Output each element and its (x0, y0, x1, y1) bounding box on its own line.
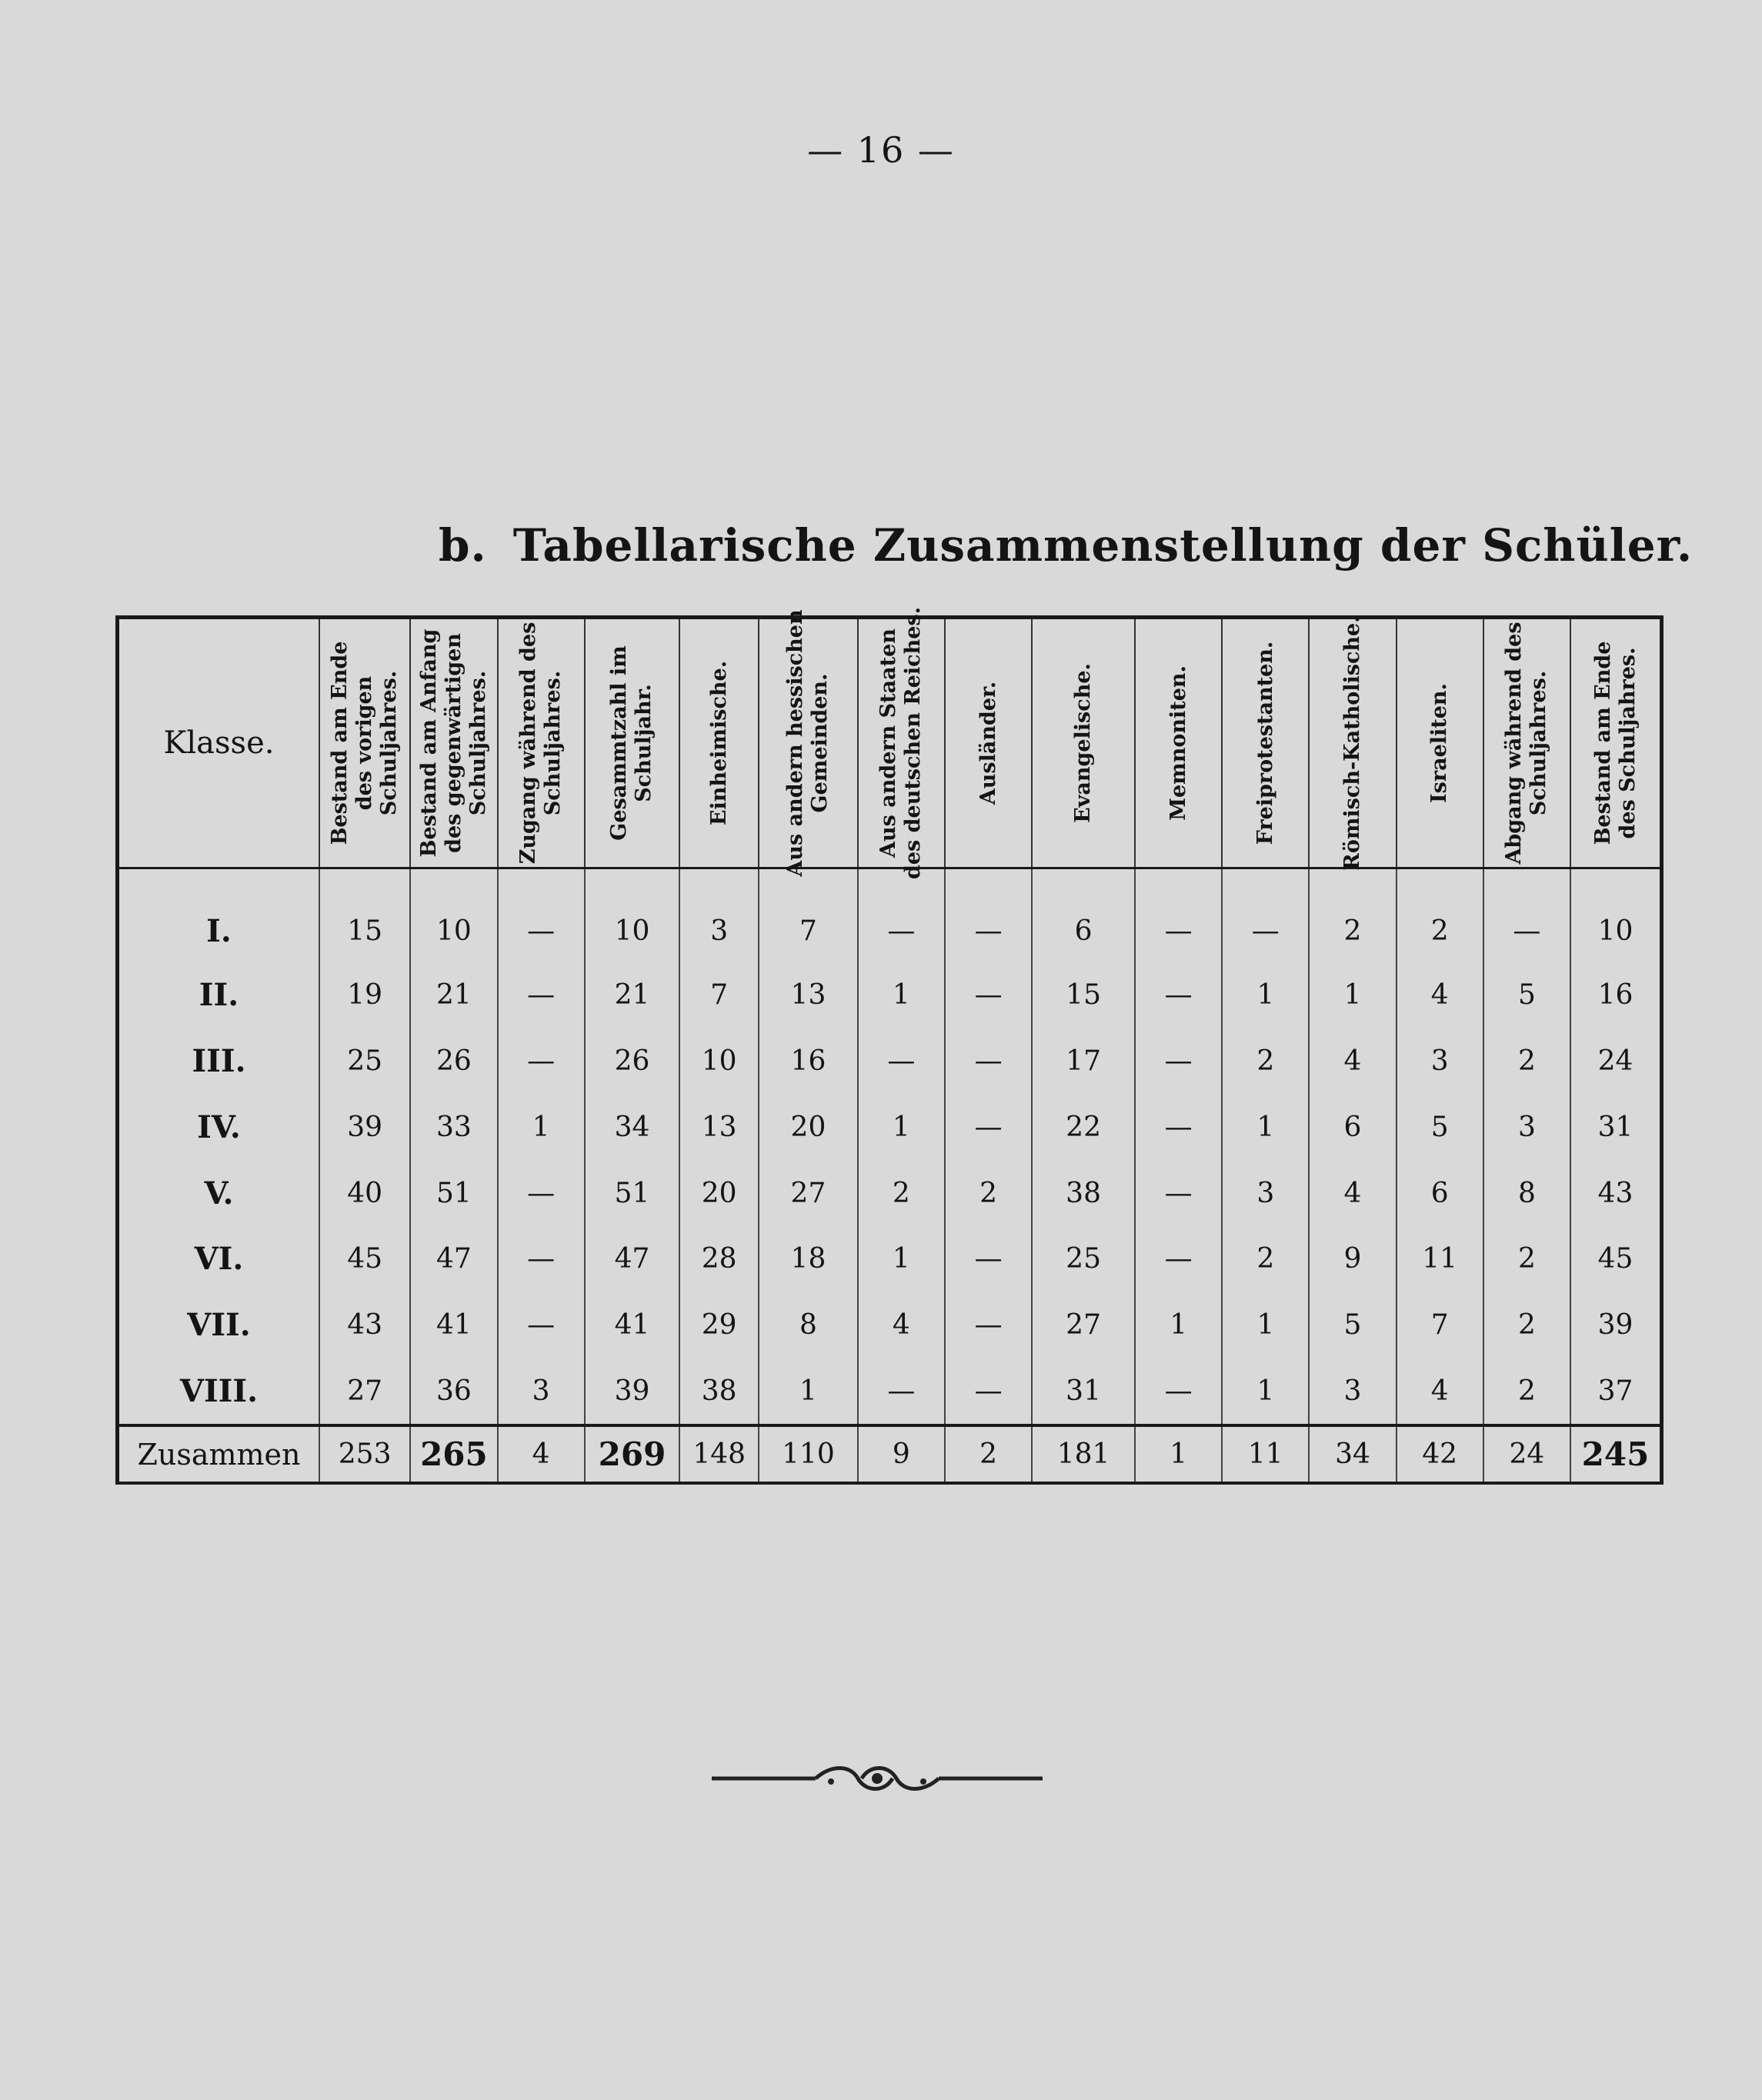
table-cell: 18 (759, 1226, 858, 1292)
column-header-13 (1397, 618, 1483, 868)
column-header-14 (1483, 618, 1570, 868)
total-row (118, 1425, 1662, 1483)
table-cell: 21 (410, 962, 497, 1028)
table-cell: 41 (585, 1292, 680, 1358)
table-cell: 1 (1135, 1292, 1222, 1358)
table-cell: 15 (1032, 962, 1135, 1028)
table-cell: — (945, 1095, 1032, 1161)
table-cell: 2 (1222, 1028, 1309, 1095)
table-cell: 3 (498, 1358, 585, 1426)
table-cell: 5 (1483, 962, 1570, 1028)
table-cell: 5 (1397, 1095, 1483, 1161)
table-cell: 1 (498, 1095, 585, 1161)
student-statistics-table-wrapper (115, 606, 1664, 1485)
table-cell: 40 (319, 1160, 410, 1226)
table-cell: 1 (858, 962, 945, 1028)
table-cell: 41 (410, 1292, 497, 1358)
total-cell: 2 (945, 1425, 1032, 1483)
table-cell: 7 (759, 868, 858, 963)
table-cell: 45 (1570, 1226, 1662, 1292)
table-cell: — (858, 1028, 945, 1095)
table-cell: 2 (1483, 1292, 1570, 1358)
table-cell: 2 (1483, 1358, 1570, 1426)
table-row (118, 1160, 1662, 1226)
section-letter: b. (439, 519, 487, 572)
total-cell: 42 (1397, 1425, 1483, 1483)
table-cell: 43 (1570, 1160, 1662, 1226)
table-cell: — (498, 868, 585, 963)
table-cell: 16 (759, 1028, 858, 1095)
class-label-cell: VII. (187, 1307, 251, 1344)
table-cell: 19 (319, 962, 410, 1028)
column-header-label: Gesammtzahl im Schuljahr. (607, 645, 656, 841)
table-cell: 31 (1570, 1095, 1662, 1161)
table-cell: 39 (585, 1358, 680, 1426)
column-header-11 (1222, 618, 1309, 868)
table-cell: 4 (1309, 1028, 1396, 1095)
class-label-cell: IV. (197, 1108, 241, 1145)
table-cell: 47 (585, 1226, 680, 1292)
table-row (118, 1226, 1662, 1292)
table-cell: 20 (679, 1160, 759, 1226)
table-cell: 27 (319, 1358, 410, 1426)
table-cell: 6 (1397, 1160, 1483, 1226)
table-cell: 43 (319, 1292, 410, 1358)
table-cell: 24 (1570, 1028, 1662, 1095)
table-cell: 2 (945, 1160, 1032, 1226)
column-header-label: Einheimische. (706, 660, 731, 826)
table-cell: 21 (585, 962, 680, 1028)
table-cell: 4 (1397, 1358, 1483, 1426)
header-row (118, 618, 1662, 868)
table-cell: 33 (410, 1095, 497, 1161)
table-cell: 6 (1309, 1095, 1396, 1161)
column-header-12 (1309, 615, 1396, 871)
class-label-cell: V. (204, 1175, 234, 1212)
student-statistics-table (115, 606, 1664, 1485)
class-label-cell: I. (206, 913, 232, 950)
table-cell: 10 (679, 1028, 759, 1095)
table-cell: 27 (759, 1160, 858, 1226)
column-header-label: Israeliten. (1427, 683, 1452, 803)
table-cell: — (1135, 1095, 1222, 1161)
table-cell: — (1135, 868, 1222, 963)
table-cell: — (498, 1028, 585, 1095)
table-cell: 4 (1397, 962, 1483, 1028)
total-cell: 1 (1135, 1425, 1222, 1483)
table-cell: 25 (319, 1028, 410, 1095)
table-cell: — (945, 962, 1032, 1028)
table-cell: 1 (858, 1095, 945, 1161)
table-cell: 26 (585, 1028, 680, 1095)
table-cell: 2 (1483, 1226, 1570, 1292)
table-cell: — (498, 962, 585, 1028)
table-cell: 3 (1397, 1028, 1483, 1095)
column-header-1 (319, 618, 410, 868)
column-header-4 (585, 618, 680, 868)
column-header-label: Evangelische. (1071, 663, 1096, 823)
column-header-label: Bestand am Ende des vorigen Schuljahres. (328, 641, 402, 845)
table-cell: 51 (585, 1160, 680, 1226)
table-cell: 2 (1483, 1028, 1570, 1095)
table-cell: 2 (1397, 868, 1483, 963)
table-cell: 1 (1222, 1095, 1309, 1161)
table-cell: 13 (759, 962, 858, 1028)
table-cell: 2 (858, 1160, 945, 1226)
table-cell: 1 (759, 1358, 858, 1426)
total-label-cell: Zusammen (118, 1425, 319, 1483)
table-cell: 27 (1032, 1292, 1135, 1358)
table-cell: 13 (679, 1095, 759, 1161)
table-cell: 8 (1483, 1160, 1570, 1226)
column-header-8 (945, 618, 1032, 868)
table-cell: 5 (1309, 1292, 1396, 1358)
total-cell: 34 (1309, 1425, 1396, 1483)
column-header-2 (410, 618, 497, 868)
table-cell: 3 (1222, 1160, 1309, 1226)
table-row (118, 1358, 1662, 1426)
total-cell: 4 (498, 1425, 585, 1483)
total-cell: 24 (1483, 1425, 1570, 1483)
table-cell: 2 (1309, 868, 1396, 963)
table-cell: — (945, 1292, 1032, 1358)
column-header-6 (759, 609, 858, 877)
total-cell: 265 (410, 1425, 497, 1483)
table-cell: — (498, 1160, 585, 1226)
table-cell: — (498, 1292, 585, 1358)
table-cell: 8 (759, 1292, 858, 1358)
total-cell: 245 (1570, 1425, 1662, 1483)
table-cell: 4 (1309, 1160, 1396, 1226)
column-header-label: Bestand am Ende des Schuljahres. (1590, 641, 1640, 845)
table-cell: — (498, 1226, 585, 1292)
table-cell: 10 (585, 868, 680, 963)
table-cell: — (1135, 1226, 1222, 1292)
column-header-label: Ausländer. (976, 681, 1000, 805)
table-row (118, 1292, 1662, 1358)
table-cell: 38 (679, 1358, 759, 1426)
table-cell: 7 (1397, 1292, 1483, 1358)
total-cell: 110 (759, 1425, 858, 1483)
total-cell: 11 (1222, 1425, 1309, 1483)
table-row (118, 1028, 1662, 1095)
table-cell: 29 (679, 1292, 759, 1358)
table-cell: 34 (585, 1095, 680, 1161)
table-cell: 51 (410, 1160, 497, 1226)
section-heading (439, 519, 1693, 572)
column-header-9 (1032, 618, 1135, 868)
table-cell: — (858, 1358, 945, 1426)
table-cell: 10 (1570, 868, 1662, 963)
table-cell: — (858, 868, 945, 963)
table-cell: 3 (1309, 1358, 1396, 1426)
table-cell: 6 (1032, 868, 1135, 963)
table-cell: 4 (858, 1292, 945, 1358)
table-cell: 45 (319, 1226, 410, 1292)
table-cell: — (945, 1358, 1032, 1426)
table-cell: 3 (1483, 1095, 1570, 1161)
table-cell: 22 (1032, 1095, 1135, 1161)
column-header-label: Zugang während des Schuljahres. (516, 622, 566, 865)
table-cell: 31 (1032, 1358, 1135, 1426)
column-header-10 (1135, 618, 1222, 868)
table-cell: — (945, 868, 1032, 963)
table-cell: 36 (410, 1358, 497, 1426)
table-cell: 1 (1309, 962, 1396, 1028)
total-cell: 181 (1032, 1425, 1135, 1483)
column-header-label: Aus andern Staaten des deutschen Reiches. (876, 606, 926, 880)
class-label-cell: VIII. (179, 1372, 259, 1409)
section-title: Tabellarische Zusammenstellung der Schüler. (512, 519, 1694, 572)
table-cell: 38 (1032, 1160, 1135, 1226)
table-cell: — (1135, 1160, 1222, 1226)
table-cell: 39 (319, 1095, 410, 1161)
table-row (118, 868, 1662, 963)
table-cell: 47 (410, 1226, 497, 1292)
table-row (118, 1095, 1662, 1161)
table-cell: 17 (1032, 1028, 1135, 1095)
table-cell: 7 (679, 962, 759, 1028)
column-header-7 (858, 606, 945, 880)
total-cell: 148 (679, 1425, 759, 1483)
table-cell: 15 (319, 868, 410, 963)
column-header-label: Aus andern hessischen Gemeinden. (783, 609, 833, 877)
column-header-label: Freiprotestanten. (1253, 641, 1277, 845)
column-header-label: Klasse. (163, 725, 275, 761)
table-row (118, 962, 1662, 1028)
table-cell: — (1135, 1028, 1222, 1095)
table-cell: — (1135, 1358, 1222, 1426)
table-cell: — (1135, 962, 1222, 1028)
column-header-15 (1570, 618, 1662, 868)
class-label-cell: II. (199, 977, 239, 1014)
table-cell: 28 (679, 1226, 759, 1292)
table-cell: 1 (1222, 1292, 1309, 1358)
table-cell: 10 (410, 868, 497, 963)
table-cell: 37 (1570, 1358, 1662, 1426)
total-cell: 9 (858, 1425, 945, 1483)
column-header-3 (498, 618, 585, 868)
table-cell: — (1483, 868, 1570, 963)
table-cell: 9 (1309, 1226, 1396, 1292)
decorative-flourish (708, 1763, 1046, 1794)
table-cell: 3 (679, 868, 759, 963)
page-number: — 16 — (807, 129, 955, 171)
table-cell: 2 (1222, 1226, 1309, 1292)
table-cell: — (1222, 868, 1309, 963)
table-cell: 11 (1397, 1226, 1483, 1292)
table-cell: — (945, 1028, 1032, 1095)
class-label-cell: VI. (194, 1241, 244, 1278)
table-cell: 1 (1222, 1358, 1309, 1426)
class-label-cell: III. (192, 1043, 246, 1080)
table-cell: 39 (1570, 1292, 1662, 1358)
total-cell: 269 (585, 1425, 680, 1483)
column-header-label: Römisch-Katholische. (1340, 615, 1364, 871)
table-cell: 26 (410, 1028, 497, 1095)
column-header-label: Bestand am Anfang des gegenwärtigen Schuljahres. (416, 628, 490, 858)
table-cell: 16 (1570, 962, 1662, 1028)
table-cell: 1 (1222, 962, 1309, 1028)
table-cell: 20 (759, 1095, 858, 1161)
column-header-label: Abgang während des Schuljahres. (1502, 622, 1551, 865)
table-cell: 25 (1032, 1226, 1135, 1292)
column-header-0 (118, 618, 319, 868)
column-header-5 (679, 618, 759, 868)
table-cell: 1 (858, 1226, 945, 1292)
total-cell: 253 (319, 1425, 410, 1483)
column-header-label: Memnoniten. (1166, 665, 1190, 821)
table-cell: — (945, 1226, 1032, 1292)
